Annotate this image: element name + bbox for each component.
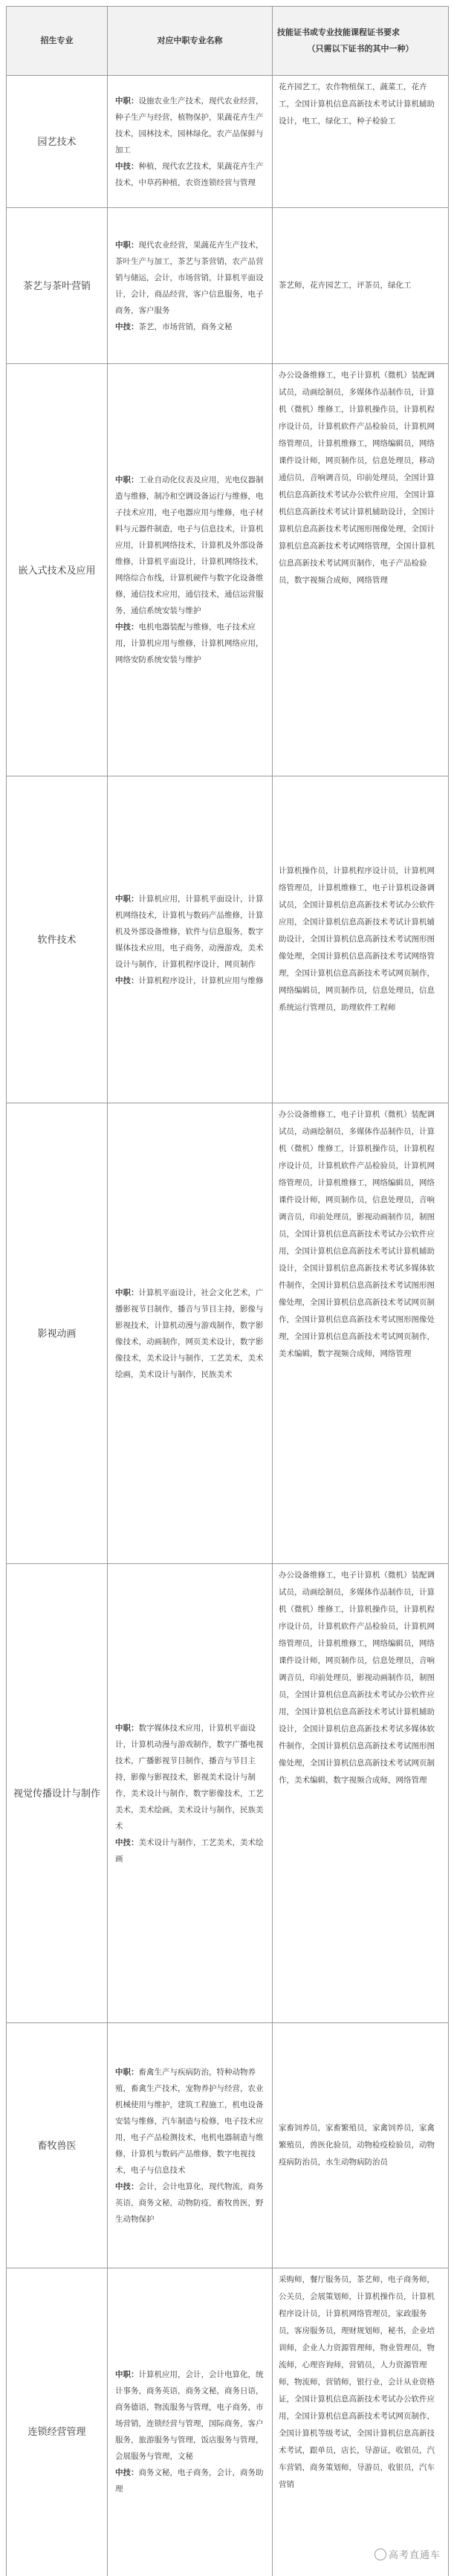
mid-major-entry: 中技：种植，现代农艺技术，果蔬花卉生产技术，中草药种植，农资连锁经营与管理 [115,161,264,187]
mid-major-entry: 中职：畜禽生产与疾病防治，特种动物养殖，畜禽生产技术，宠物养护与经营，农业机械使用与维护，建筑工程施工，机电设备安装与维修，汽车制造与检修，电子技术应用，电子产品检测技术，电机电器制造与维修，计算机与数码产品维修，数字电视技术，电子与信息技术 [115,2067,264,2175]
cert-cell: 花卉园艺工，农作物植保工，蔬菜工，花卉工，全国计算机信息高新技术考试计算机辅助设计，电工，绿化工，种子检验工 [273,76,449,208]
mid-major-entry: 中技：美术设计与制作，工艺美术，美术绘画 [115,1837,264,1863]
mid-major-entry: 中职：现代农业经营，果蔬花卉生产技术，茶叶生产与加工，茶艺与茶营销，农产品营销与储运，会计，市场营销，计算机平面设计，会计，商品经营，客户信息服务，电子商务，客户服务 [115,240,264,315]
table-row [7,776,449,1103]
major-cell: 影视动画 [7,1103,108,1564]
watermark [374,2547,441,2561]
mid-major-cell [108,76,273,208]
mid-major-cell [108,1564,273,2023]
major-cell: 嵌入式技术及应用 [7,364,108,776]
mid-major-entry: 中技：电机电器装配与维修，电子技术应用，计算机应用与维修，计算机网络应用，网络安防系统安装与维护 [115,623,264,664]
major-cell: 软件技术 [7,776,108,1103]
mid-major-cell [108,776,273,1103]
mid-major-cell [108,364,273,776]
table-header-row [7,7,449,76]
admission-table [6,6,449,2576]
mid-major-entry: 中职：数字媒体技术应用，计算机平面设计，计算机动漫与游戏制作，数字广播电视技术，广播影视节目制作，播音与节目主持，影像与影视技术，影视美术设计与制作，美术设计与制作，数字影像技术，工艺美术，美术绘画，美术设计与制作，民族美术 [115,1723,264,1831]
header-mid-major: 对应中职专业名称 [108,7,273,76]
header-major: 招生专业 [7,7,108,76]
header-cert-line1: 技能证书或专业技能课程证书要求 [277,28,400,37]
mid-major-cell [108,208,273,364]
mid-major-entry: 中技：会计，会计电算化，现代物流，商务英语，商务文秘，动物防疫，畜牧兽医，野生动物保护 [115,2181,264,2224]
mid-major-entry: 中职：设施农业生产技术，现代农业经营，种子生产与经营，植物保护，果蔬花卉生产技术，园林技术，园林绿化，农产品保鲜与加工 [115,96,264,155]
cert-cell: 家畜饲养员，家畜繁殖员，家禽饲养员，家禽繁殖员，兽医化验员，动物检疫检验员，动物疫病防治员，水生动物病防治员 [273,2023,449,2268]
cert-cell: 办公设备维修工，电子计算机（微机）装配调试员，动画绘制员，多媒体作品制作员，计算机（微机）维修工，计算机操作员，计算机程序设计员，计算机软件产品检验员，计算机网络管理员，计算机维修工，网络编辑员，网络课件设计师，网页制作员，信息处理员，音响调音员，印前处理员，影视动画制作员，制图员，全国计算机信息高新技术考试办公软件应用，全国计算机信息高新技术考试计算机辅助设计，全国计算机信息高新技术考试多媒体软件制作，全国计算机信息高新技术考试图形图像处理，全国计算机信息高新技术考试网页制作，全国计算机信息高新技术考试图形图像处理，全国计算机信息高新技术考试网页制作，美术编辑，数字视频合成师，网络管理 [273,1103,449,1564]
table-row [7,1564,449,2023]
table-row [7,2268,449,2576]
cert-cell: 办公设备维修工，电子计算机（微机）装配调试员，动画绘制员，多媒体作品制作员，计算机（微机）维修工，计算机操作员，计算机程序设计员，计算机软件产品检验员，计算机网络管理员，计算机维修工，网络编辑员，网络课件设计师，网页制作员，信息处理员，移动通信员，音响调音员，印前处理员，全国计算机信息高新技术考试办公软件应用，全国计算机信息高新技术考试计算机辅助设计，全国计算机信息高新技术考试图形图像处理，全国计算机信息高新技术考试网络管理，全国计算机信息高新技术考试网页制作，电子产品检验员，数字视频合成师，网络管理 [273,364,449,776]
mid-major-cell [108,2268,273,2576]
major-cell: 视觉传播设计与制作 [7,1564,108,2023]
mid-major-entry: 中职：工业自动化仪表及应用，光电仪器制造与维修，制冷和空调设备运行与维修，电子技术应用，电子电器应用与维修，电子材料与元器件制造，电子与信息技术，计算机应用，计算机网络技术，计算机及外部设备维修，计算机平面设计，计算机网络技术，网络综合布线，计算机硬件与数字化设备维修，通信技术应用，通信技术，通信运营服务，通信系统安装与维护 [115,476,264,615]
mid-major-entry: 中技：商务文秘，电子商务，会计，商务助理 [115,2468,264,2494]
major-cell: 连锁经营管理 [7,2268,108,2576]
watermark-text: 高考直通车 [388,2549,441,2560]
table-row [7,2023,449,2268]
major-cell: 畜牧兽医 [7,2023,108,2268]
header-cert-line2: （只需以下证书的其中一种） [307,45,414,53]
header-cert [273,7,449,76]
mid-major-entry: 中技：计算机程序设计，计算机应用与维修 [115,976,264,985]
mid-major-entry: 中技：茶艺，市场营销，商务文秘 [115,322,233,331]
table-row [7,76,449,208]
cert-cell: 采购师，餐厅服务员，茶艺师，电子商务师，公关员，会展策划师，计算机操作员，计算机程序设计员，计算机网络管理员，家政服务员，客房服务员，理财规划师，秘书，企业培训师，企业人力资源管理师，物业管理员，物流师，心理咨询师，营销员，人力资源管理师，物流师，营销师，银行业，会计从业资格证，全国计算机信息高新技术考试办公软件应用，全国计算机信息高新技术考试网页制作，全国计算机等级考试，全国计算机信息高新技术考试，跟单员，店长，导游证，收银员，汽车营销，商务策划师，导游员，收银员，汽车营销 [273,2268,449,2576]
mid-major-cell [108,1103,273,1564]
watermark-logo-icon [374,2549,386,2560]
table-row [7,1103,449,1564]
mid-major-entry: 中职：计算机应用，会计，会计电算化，统计事务，商务英语，商务文秘，商务日语，商务德语，物流服务与管理，电子商务，市场营销，连锁经营与管理，国际商务，客户服务，旅游服务与管理，饭店服务与管理，会展服务与管理，文秘 [115,2369,264,2461]
table-row [7,364,449,776]
table-row [7,208,449,364]
mid-major-cell [108,2023,273,2268]
cert-cell: 办公设备维修工，电子计算机（微机）装配调试员，动画绘制员，多媒体作品制作员，计算机（微机）维修工，计算机操作员，计算机程序设计员，计算机软件产品检验员，计算机网络管理员，计算机维修工，网络编辑员，网络课件设计师，网页制作员，信息处理员，音响调音员，印前处理员，影视动画制作员，制图员，全国计算机信息高新技术考试办公软件应用，全国计算机信息高新技术考试计算机辅助设计，全国计算机信息高新技术考试多媒体软件制作，全国计算机信息高新技术考试图形图像处理，全国计算机信息高新技术考试网页制作，美术编辑，数字视频合成师，网络管理 [273,1564,449,2023]
major-cell: 园艺技术 [7,76,108,208]
cert-cell: 茶艺师，花卉园艺工，评茶员，绿化工 [273,208,449,364]
major-cell: 茶艺与茶叶营销 [7,208,108,364]
cert-cell: 计算机操作员，计算机程序设计员，计算机网络管理员，计算机维修工，电子计算机设备调试员，全国计算机信息高新技术考试办公软件应用，全国计算机信息高新技术考试计算机辅助设计，全国计算机信息高新技术考试图形图像处理，全国计算机信息高新技术考试网络管理，全国计算机信息高新技术考试网页制作，网络编辑员，网页制作员，信息处理员，信息系统运行管理员，助理软件工程师 [273,776,449,1103]
mid-major-entry: 中职：计算机平面设计，社会文化艺术，广播影视节目制作，播音与节目主持，影像与影视技术，计算机动漫与游戏制作，数字影像技术，动画制作，网页美术设计，数字影像技术，美术设计与制作，工艺美术，美术绘画，美术设计与制作，民族美术 [115,1288,264,1379]
mid-major-entry: 中职：计算机应用，计算机平面设计，计算机网络技术，计算机与数码产品维修，计算机及外部设备维修，软件与信息服务，数字媒体技术应用，电子商务，动漫游戏，美术设计与制作，计算机程序设计，网页制作 [115,894,264,969]
